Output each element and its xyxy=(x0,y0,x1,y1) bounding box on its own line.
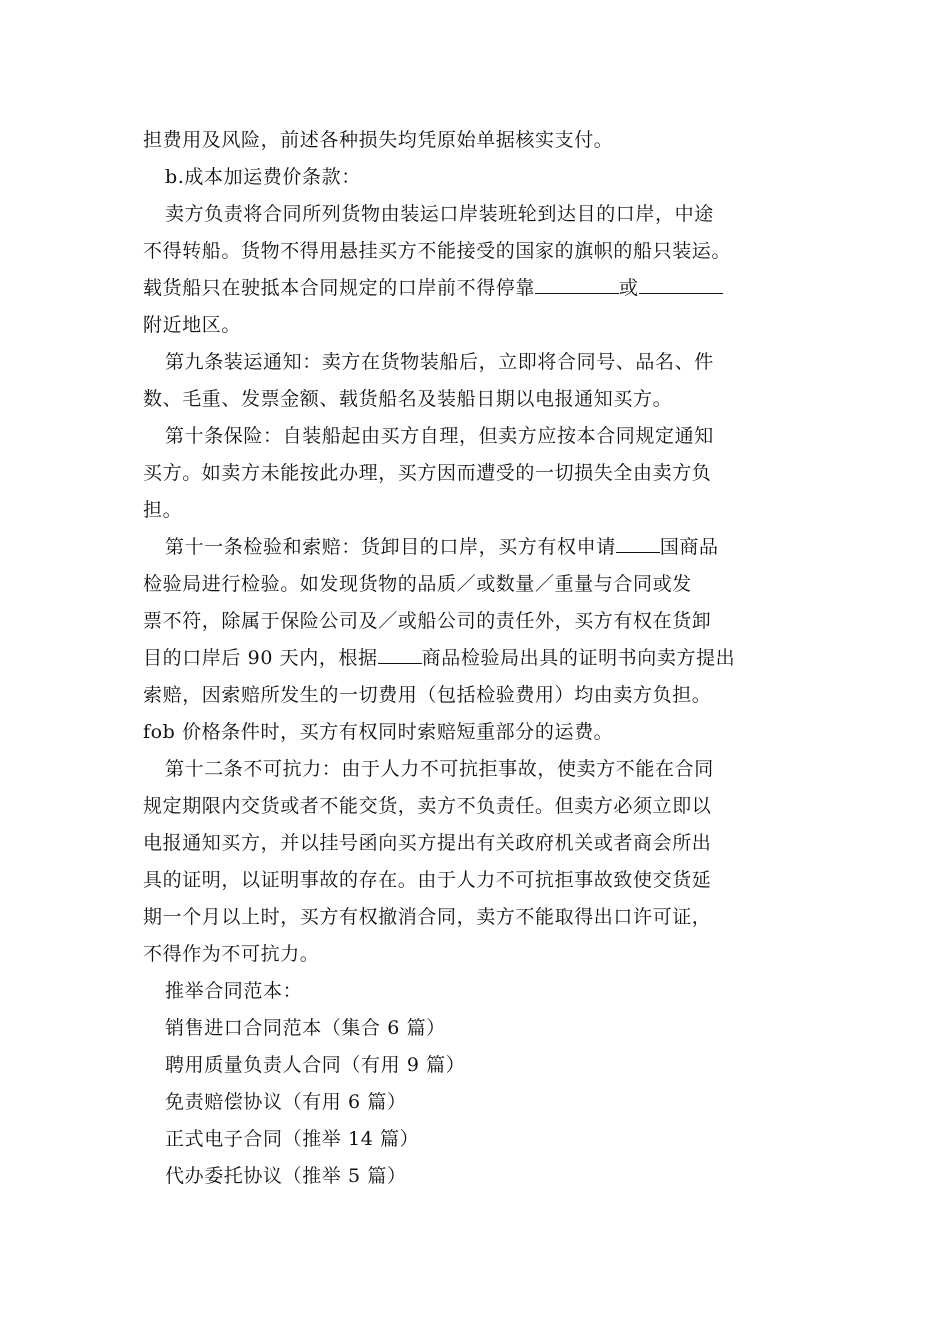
text-segment: 第十一条检验和索赔：货卸目的口岸，买方有权申请 xyxy=(165,536,616,558)
text-segment: 国商品 xyxy=(659,536,719,558)
recommend-heading: 推举合同范本： xyxy=(165,980,303,1002)
text-segment: 或 xyxy=(619,277,639,299)
paragraph-line: 票不符，除属于保险公司及／或船公司的责任外，买方有权在货卸 xyxy=(143,610,712,632)
paragraph-line: 检验局进行检验。如发现货物的品质／或数量／重量与合同或发 xyxy=(143,573,692,595)
paragraph-line: 期一个月以上时，买方有权撤消合同，卖方不能取得出口许可证， xyxy=(143,906,712,928)
paragraph-line: 电报通知买方，并以挂号函向买方提出有关政府机关或者商会所出 xyxy=(143,832,712,854)
recommend-link[interactable]: 代办委托协议（推举 5 篇） xyxy=(165,1165,407,1187)
paragraph-line: 数、毛重、发票金额、载货船名及装船日期以电报通知买方。 xyxy=(143,388,673,410)
clause-9-shipping-notice: 第九条装运通知：卖方在货物装船后，立即将合同号、品名、件 xyxy=(165,351,714,373)
paragraph-line: fob 价格条件时，买方有权同时索赔短重部分的运费。 xyxy=(143,721,614,743)
clause-11-inspection xyxy=(143,529,823,566)
paragraph-line xyxy=(143,640,823,677)
document-body xyxy=(143,122,823,1195)
paragraph-line: 买方。如卖方未能按此办理，买方因而遭受的一切损失全由卖方负 xyxy=(143,462,712,484)
text-segment: 目的口岸后 90 天内，根据 xyxy=(143,647,378,669)
fill-in-blank xyxy=(616,530,660,553)
paragraph-line: 担。 xyxy=(143,499,183,521)
recommend-link[interactable]: 聘用质量负责人合同（有用 9 篇） xyxy=(165,1054,466,1076)
recommend-link[interactable]: 销售进口合同范本（集合 6 篇） xyxy=(165,1017,446,1039)
clause-heading-cfr: b.成本加运费价条款： xyxy=(165,166,361,188)
fill-in-blank xyxy=(535,271,619,294)
paragraph-line: 索赔，因索赔所发生的一切费用（包括检验费用）均由卖方负担。 xyxy=(143,684,712,706)
clause-12-force-majeure: 第十二条不可抗力：由于人力不可抗拒事故，使卖方不能在合同 xyxy=(165,758,714,780)
paragraph-line: 不得转船。货物不得用悬挂买方不能接受的国家的旗帜的船只装运。 xyxy=(143,240,732,262)
paragraph-line: 担费用及风险，前述各种损失均凭原始单据核实支付。 xyxy=(143,129,614,151)
text-segment: 载货船只在驶抵本合同规定的口岸前不得停靠 xyxy=(143,277,536,299)
recommend-link[interactable]: 正式电子合同（推举 14 篇） xyxy=(165,1128,420,1150)
recommend-link[interactable]: 免责赔偿协议（有用 6 篇） xyxy=(165,1091,407,1113)
fill-in-blank xyxy=(639,271,723,294)
paragraph-line: 规定期限内交货或者不能交货，卖方不负责任。但卖方必须立即以 xyxy=(143,795,712,817)
paragraph-line: 附近地区。 xyxy=(143,314,242,336)
clause-10-insurance: 第十条保险：自装船起由买方自理，但卖方应按本合同规定通知 xyxy=(165,425,714,447)
paragraph-line xyxy=(143,270,823,307)
text-segment: 商品检验局出具的证明书向卖方提出 xyxy=(421,647,736,669)
fill-in-blank xyxy=(378,641,422,664)
paragraph-line: 卖方负责将合同所列货物由装运口岸装班轮到达目的口岸，中途 xyxy=(165,203,714,225)
paragraph-line: 具的证明，以证明事故的存在。由于人力不可抗拒事故致使交货延 xyxy=(143,869,712,891)
paragraph-line: 不得作为不可抗力。 xyxy=(143,943,320,965)
